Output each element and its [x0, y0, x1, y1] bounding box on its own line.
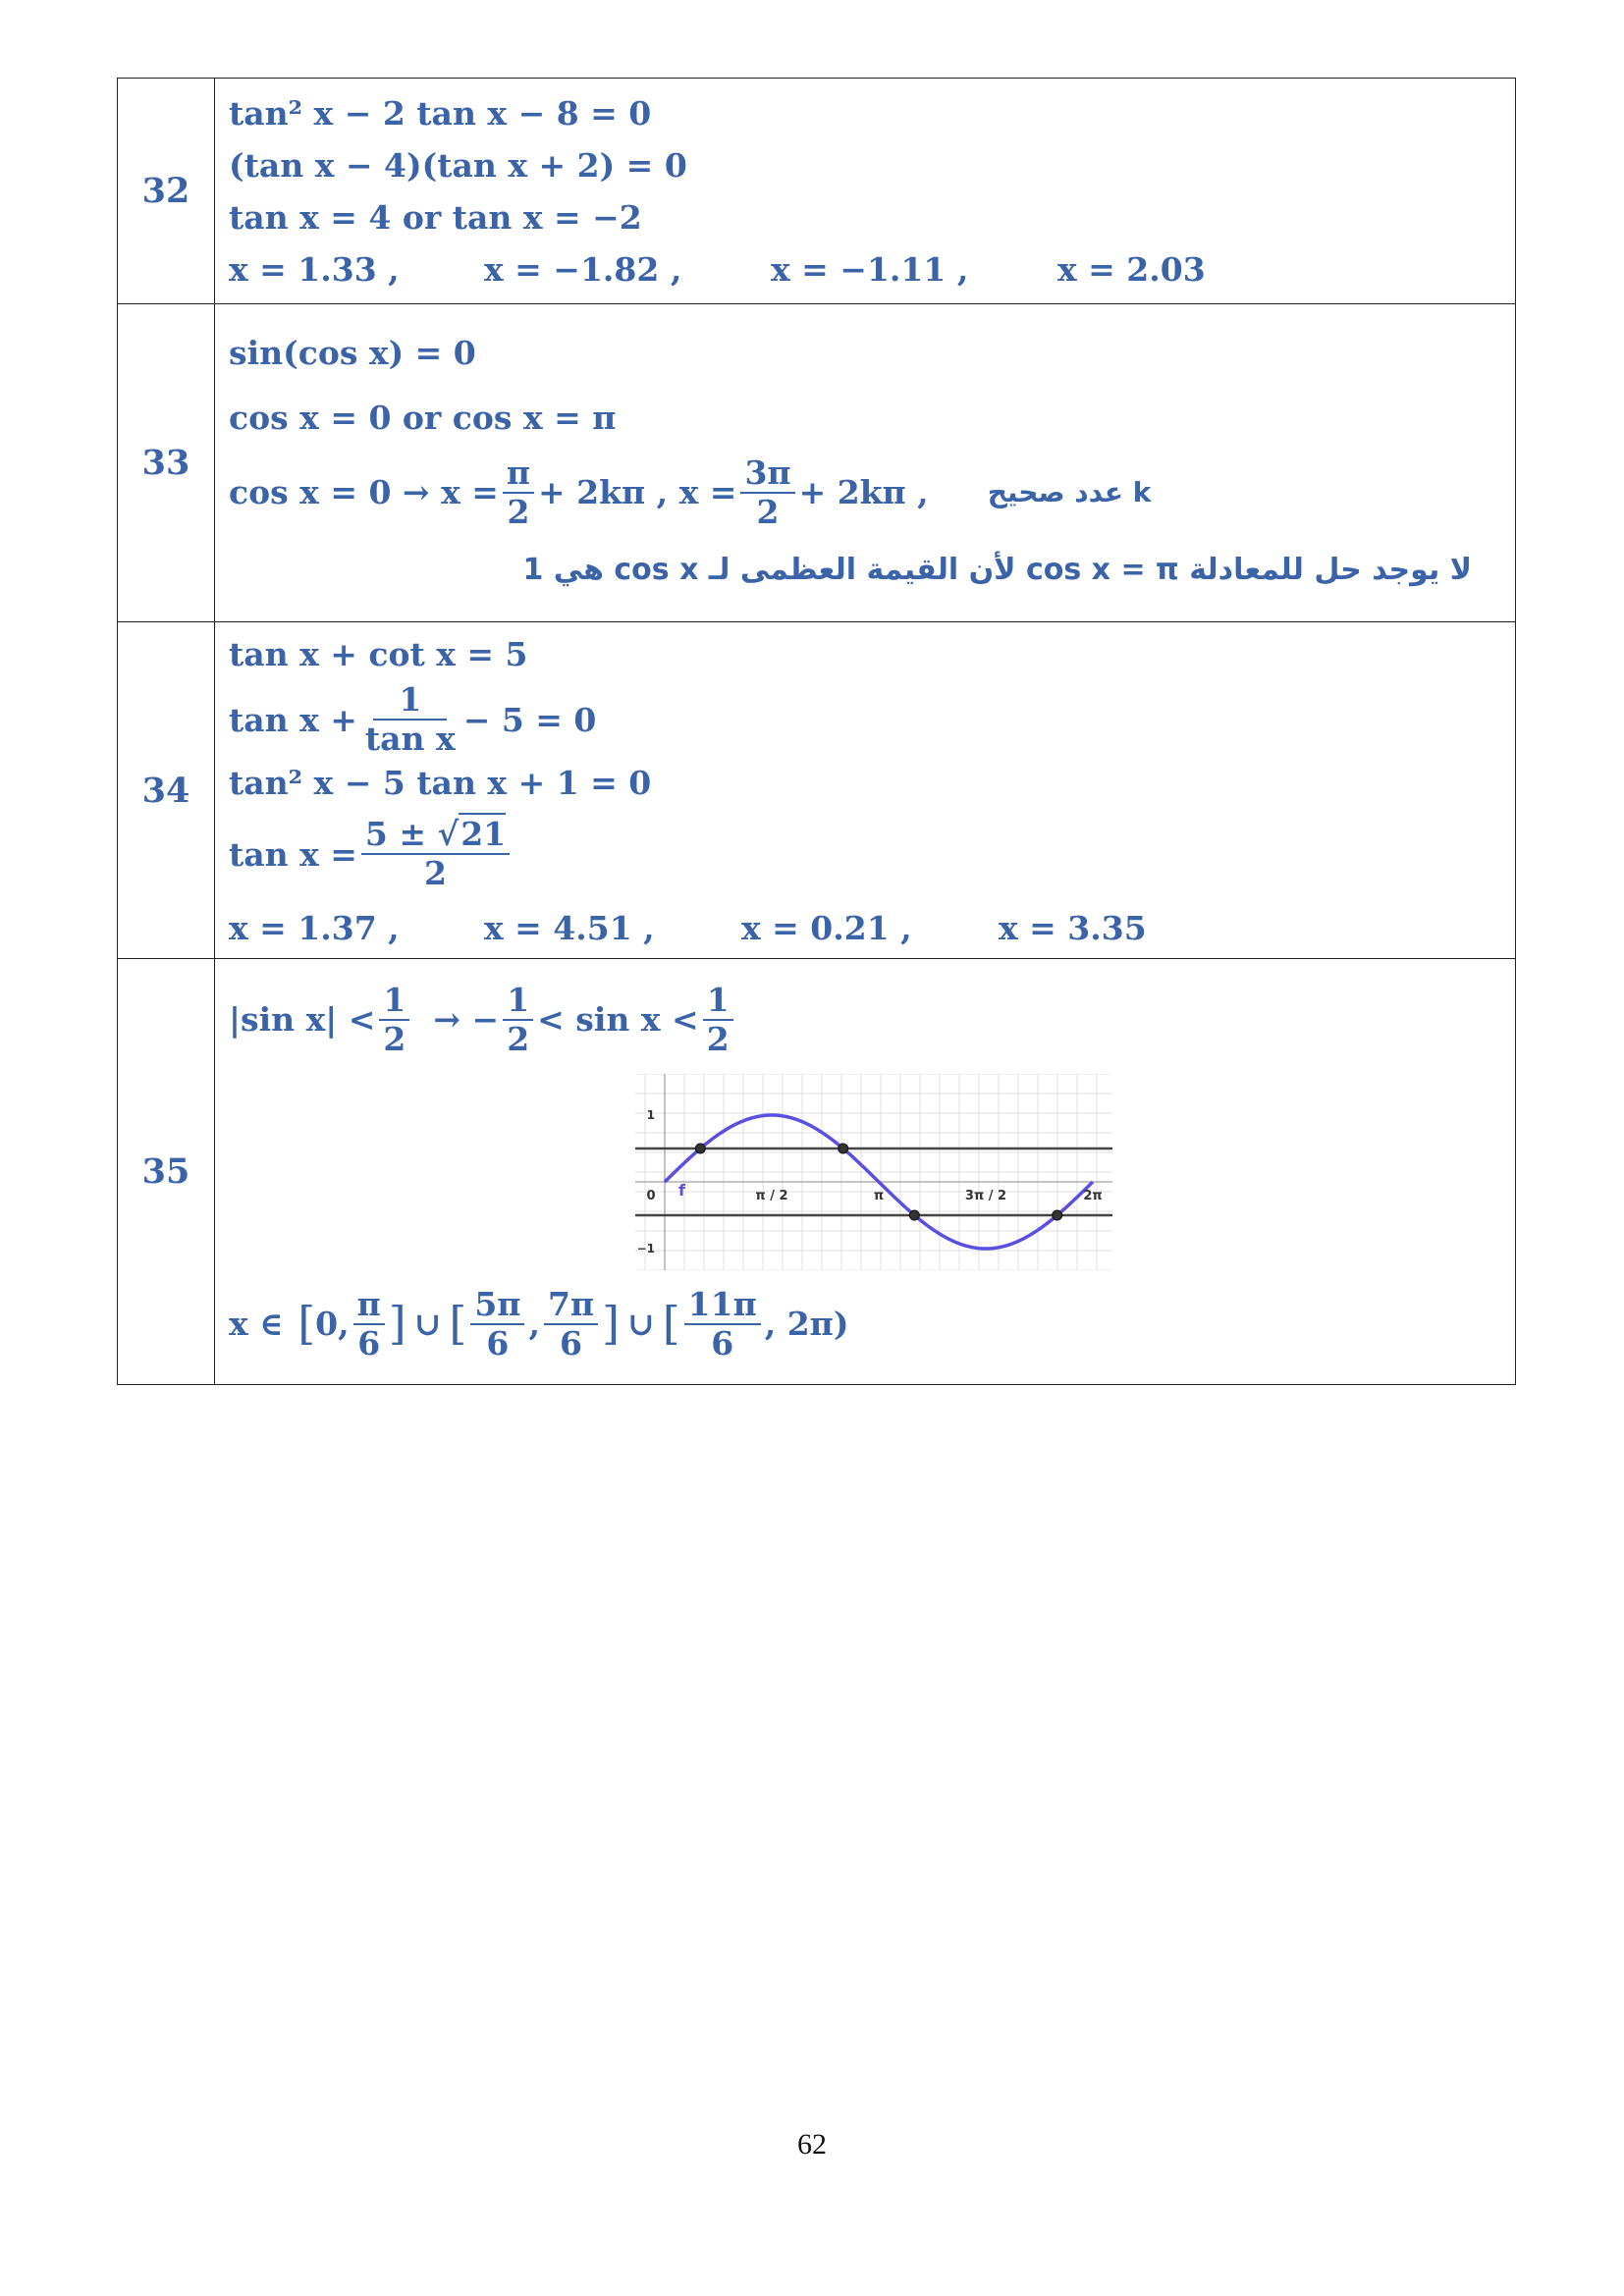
exercise-work — [215, 79, 1516, 304]
math-line — [229, 1280, 1501, 1368]
fraction — [361, 816, 510, 892]
fraction — [503, 982, 533, 1058]
numerator — [361, 816, 510, 855]
solutions-table — [117, 78, 1516, 1385]
denominator: 6 — [486, 1323, 510, 1362]
math-text: , 2π) — [764, 1305, 849, 1343]
math-text: + 2kπ , x = — [538, 473, 737, 511]
math-text: < sin x < — [537, 1000, 699, 1039]
numerator: 1 — [373, 681, 447, 721]
math-text: → − — [433, 1000, 500, 1039]
math-text: cos x = 0 → x = — [229, 473, 499, 511]
math-line — [229, 679, 1501, 760]
numerator: 7π — [544, 1286, 598, 1325]
exercise-work — [215, 622, 1516, 959]
graph-area — [229, 1064, 1501, 1280]
solution-value: x = −1.82 , — [484, 249, 682, 289]
fraction — [544, 1286, 598, 1362]
numerator: 11π — [684, 1286, 761, 1325]
math-text: + 2kπ , — [798, 473, 929, 511]
math-line: sin(cos x) = 0 — [229, 334, 476, 372]
solution-value: x = 2.03 — [1057, 249, 1206, 289]
x-tick-label: π / 2 — [755, 1188, 788, 1203]
exercise-work — [215, 959, 1516, 1385]
quad-text: 5 ± √ — [364, 815, 460, 853]
bracket: ] — [388, 1297, 406, 1350]
denominator: 2 — [507, 1019, 530, 1058]
math-text: |sin x| < — [229, 1000, 376, 1039]
page-number: 62 — [797, 2128, 827, 2161]
denominator: 2 — [756, 492, 780, 531]
numerator: π — [353, 1286, 385, 1325]
numerator: 3π — [740, 454, 794, 494]
math-line — [229, 976, 1501, 1064]
fraction — [684, 1286, 761, 1362]
x-tick-label: 0 — [646, 1188, 656, 1203]
solution-value: x = 3.35 — [999, 908, 1147, 947]
union-symbol: ∪ — [627, 1305, 655, 1343]
exercise-number: 34 — [118, 622, 215, 959]
exercise-number: 33 — [118, 304, 215, 622]
function-label: f — [678, 1180, 685, 1200]
fraction — [703, 982, 733, 1058]
denominator: 6 — [357, 1323, 381, 1362]
math-text: tan x = — [229, 834, 357, 874]
exercise-work — [215, 304, 1516, 622]
numerator: 1 — [503, 982, 533, 1021]
fraction — [361, 681, 460, 758]
bracket: ] — [602, 1297, 621, 1350]
y-tick-label: 1 — [646, 1107, 655, 1122]
fraction — [470, 1286, 524, 1362]
numerator: 1 — [379, 982, 409, 1021]
bracket: [ — [662, 1297, 680, 1350]
denominator: 6 — [711, 1323, 734, 1362]
math-text: x ∈ — [229, 1305, 284, 1343]
fraction — [353, 1286, 385, 1362]
y-tick-label: −1 — [636, 1241, 655, 1255]
table-row — [118, 79, 1516, 304]
arabic-note: لا يوجد حل للمعادلة cos x = π لأن القيمة العظمى لـ cos x هي 1 — [522, 553, 1472, 587]
intersection-point — [695, 1143, 705, 1152]
union-symbol: ∪ — [413, 1305, 442, 1343]
denominator: 2 — [706, 1019, 730, 1058]
solutions-sheet — [117, 78, 1516, 1385]
intersection-point — [1053, 1209, 1062, 1219]
intersection-point — [909, 1209, 919, 1219]
math-line: tan x + cot x = 5 — [229, 634, 528, 673]
comma: , — [528, 1305, 540, 1343]
fraction — [379, 982, 409, 1058]
exercise-number: 35 — [118, 959, 215, 1385]
numerator: π — [503, 454, 534, 494]
fraction — [503, 454, 534, 531]
math-line: cos x = 0 or cos x = π — [229, 399, 617, 437]
solution-value: x = 1.37 , — [229, 908, 400, 947]
solution-value: x = 1.33 , — [229, 249, 400, 289]
math-line: (tan x − 4)(tan x + 2) = 0 — [229, 145, 687, 185]
denominator: tan x — [364, 720, 456, 758]
math-text: tan x + — [229, 700, 357, 739]
fraction — [740, 454, 794, 531]
sine-graph — [635, 1074, 1112, 1270]
solution-value: x = 0.21 , — [741, 908, 912, 947]
math-line — [229, 805, 1501, 903]
table-row — [118, 959, 1516, 1385]
numerator: 1 — [703, 982, 733, 1021]
intersection-point — [839, 1144, 848, 1153]
x-tick-label: 2π — [1083, 1188, 1103, 1203]
solutions-line — [229, 903, 1501, 952]
x-tick-label: 3π / 2 — [964, 1188, 1007, 1203]
denominator: 2 — [424, 854, 448, 892]
table-row — [118, 304, 1516, 622]
numerator: 5π — [470, 1286, 524, 1325]
denominator: 6 — [560, 1323, 583, 1362]
bracket: [ — [283, 1297, 316, 1350]
math-line: tan x = 4 or tan x = −2 — [229, 197, 642, 237]
denominator: 2 — [507, 492, 530, 531]
math-line — [229, 535, 1501, 606]
solution-value: x = 4.51 , — [484, 908, 655, 947]
x-tick-label: π — [873, 1188, 885, 1203]
math-line: tan² x − 5 tan x + 1 = 0 — [229, 763, 652, 802]
bracket: [ — [449, 1297, 467, 1350]
math-line — [229, 451, 1501, 535]
arabic-note: k عدد صحيح — [987, 476, 1152, 508]
math-line: tan² x − 2 tan x − 8 = 0 — [229, 93, 652, 133]
exercise-number: 32 — [118, 79, 215, 304]
table-row — [118, 622, 1516, 959]
math-text: 0, — [315, 1305, 350, 1343]
solutions-line — [229, 243, 1501, 295]
solution-value: x = −1.11 , — [771, 249, 969, 289]
denominator: 2 — [383, 1019, 406, 1058]
radicand: 21 — [460, 815, 507, 853]
math-text: − 5 = 0 — [462, 700, 597, 739]
